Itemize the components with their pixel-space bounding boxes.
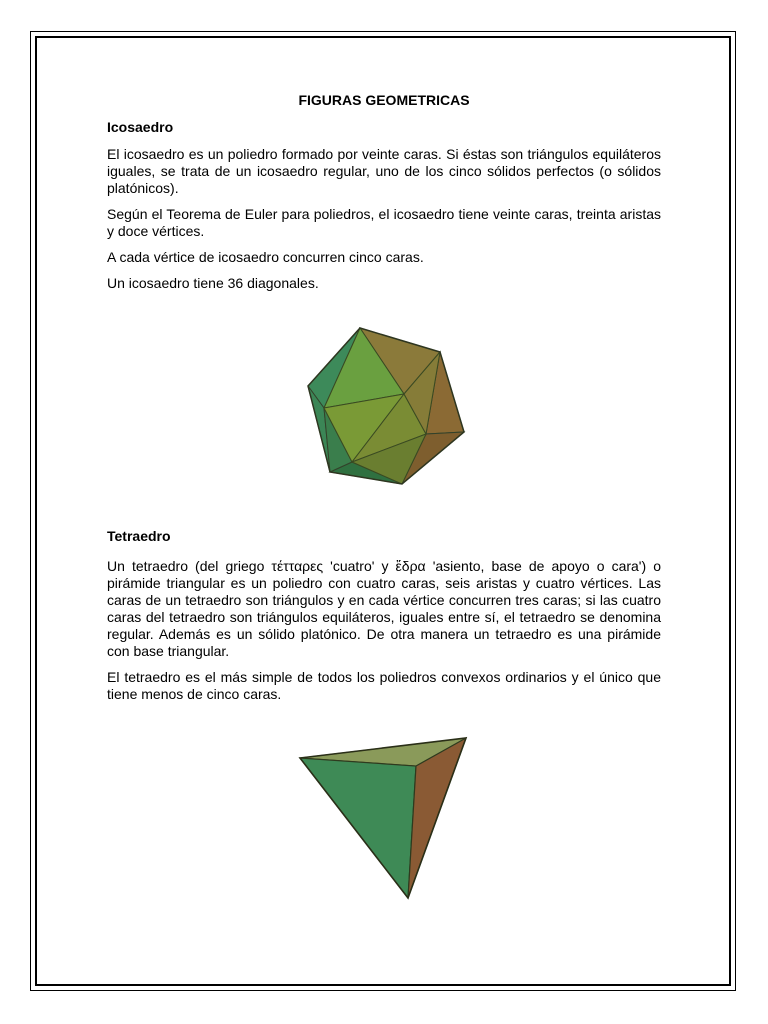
icosahedron-paragraph-4: Un icosaedro tiene 36 diagonales. <box>107 275 319 291</box>
icosahedron-paragraph-2: Según el Teorema de Euler para poliedros, el icosaedro tiene veinte caras, treinta aristas y doce vértices. <box>107 206 661 239</box>
tetra-face-front <box>300 758 416 898</box>
tetrahedron-heading: Tetraedro <box>107 528 171 544</box>
icosahedron-heading: Icosaedro <box>107 119 174 135</box>
tetrahedron-paragraph-2: El tetraedro es el más simple de todos los poliedros convexos ordinarios y el único que tiene menos de cinco caras. <box>107 669 661 702</box>
icosahedron-image <box>300 324 470 488</box>
icosahedron-paragraph-3: A cada vértice de icosaedro concurren cinco caras. <box>107 249 424 265</box>
tetrahedron-section <box>107 558 661 712</box>
tetrahedron-image <box>298 734 470 900</box>
document-title: FIGURAS GEOMETRICAS <box>298 92 470 108</box>
tetrahedron-paragraph-1: Un tetraedro (del griego τέτταρες 'cuatro' y ἕδρα 'asiento, base de apoyo o cara') o pirámide triangular es un poliedro con cuatro caras, seis aristas y cuatro vértices. Las caras de un tetraedro son triángulos y en cada vértice concurren tres caras; si las cuatro caras del tetraedro son triángulos equiláteros, iguales entre sí, el tetraedro se denomina regular. Además es un sólido platónico. De otra manera un tetraedro es una pirámide con base triangular. <box>107 558 661 659</box>
icosahedron-paragraph-1: El icosaedro es un poliedro formado por veinte caras. Si éstas son triángulos equiláteros iguales, se trata de un icosaedro regular, uno de los cinco sólidos perfectos (o sólidos platónicos). <box>107 146 661 196</box>
icosahedron-section <box>107 91 661 301</box>
